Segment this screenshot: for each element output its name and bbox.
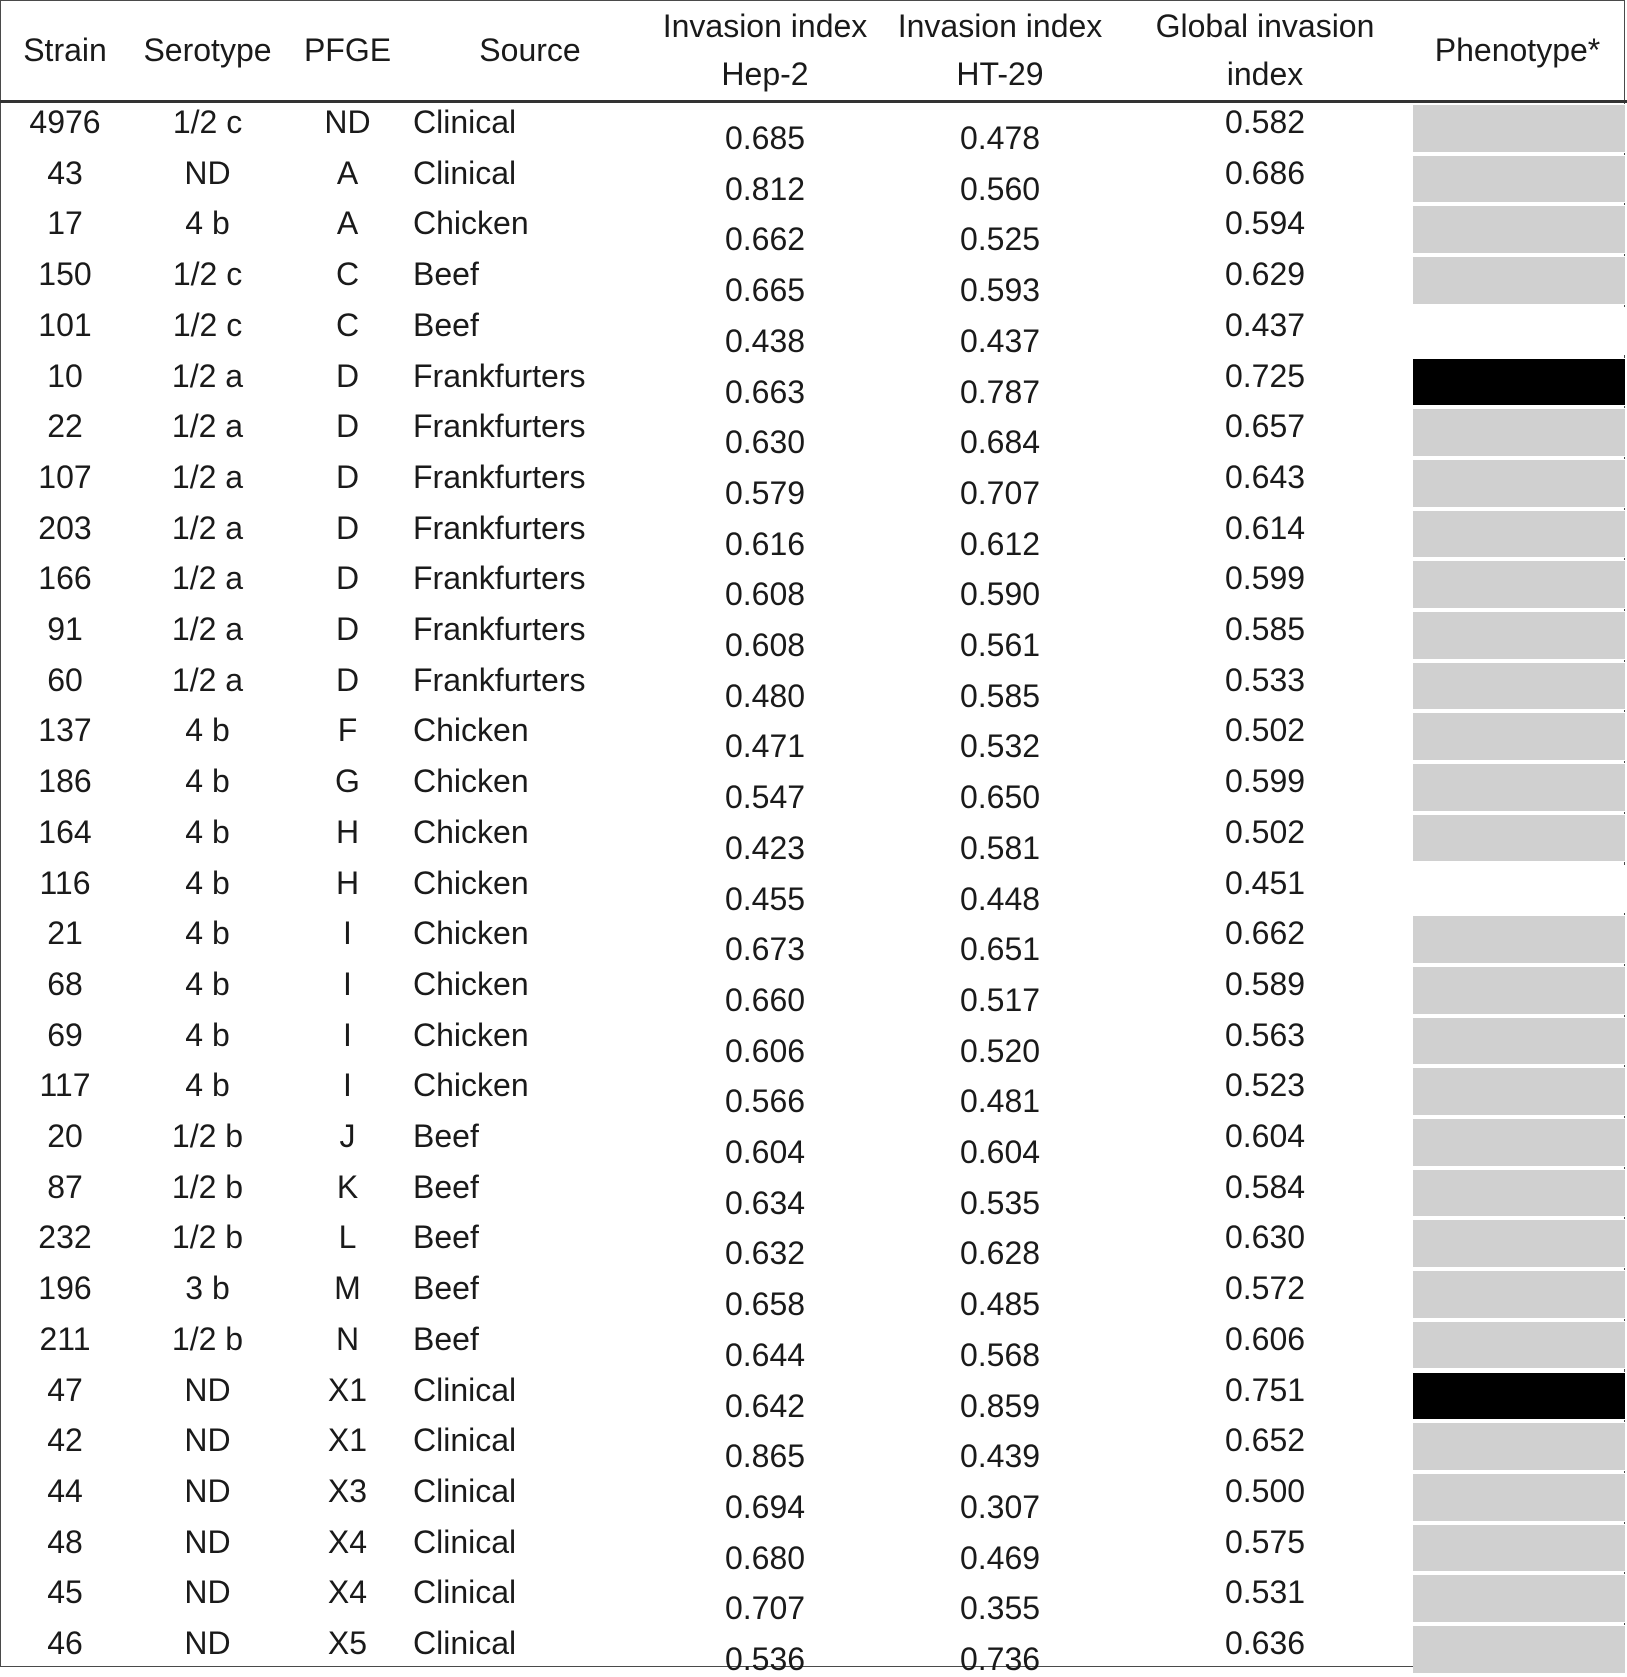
- cell-ht29: 0.568: [959, 1336, 1041, 1373]
- cell-hep2: 0.423: [724, 829, 806, 866]
- cell-global: 0.589: [1224, 965, 1306, 1002]
- cell-global: 0.725: [1224, 357, 1306, 394]
- cell-hep2: 0.662: [724, 221, 806, 258]
- cell-strain: 186: [38, 763, 92, 800]
- cell-serotype: 1/2 b: [171, 1168, 244, 1205]
- cell-strain: 196: [38, 1270, 92, 1307]
- phenotype-swatch: [1413, 560, 1625, 609]
- phenotype-swatch: [1413, 1524, 1625, 1573]
- cell-ht29: 0.448: [959, 880, 1041, 917]
- header-global-line2: index: [1226, 56, 1304, 92]
- cell-ht29: 0.593: [959, 272, 1041, 309]
- phenotype-swatch: [1413, 1169, 1625, 1218]
- phenotype-swatch: [1413, 205, 1625, 254]
- cell-pfge: I: [343, 965, 352, 1002]
- cell-strain: 4976: [29, 104, 101, 140]
- cell-source: Chicken: [413, 915, 529, 952]
- cell-serotype: 1/2 c: [172, 104, 243, 140]
- cell-hep2: 0.438: [724, 322, 806, 359]
- cell-serotype: ND: [184, 1625, 231, 1661]
- cell-strain: 164: [38, 813, 92, 850]
- phenotype-swatch: [1413, 1372, 1625, 1421]
- cell-ht29: 0.307: [959, 1488, 1041, 1525]
- cell-serotype: ND: [184, 1574, 231, 1611]
- cell-pfge: D: [335, 560, 360, 597]
- cell-strain: 203: [38, 509, 92, 546]
- phenotype-swatch: [1413, 966, 1625, 1015]
- cell-strain: 60: [47, 661, 83, 698]
- header-ht29: [885, 0, 1115, 100]
- cell-global: 0.657: [1224, 408, 1306, 445]
- cell-ht29: 0.532: [959, 728, 1041, 765]
- cell-ht29: 0.469: [959, 1539, 1041, 1576]
- cell-global: 0.604: [1224, 1118, 1306, 1154]
- cell-hep2: 0.663: [724, 373, 806, 410]
- cell-pfge: G: [335, 763, 360, 800]
- phenotype-swatch: [1413, 763, 1625, 812]
- header-hep2-line1: Invasion index: [662, 8, 868, 44]
- cell-ht29: 0.439: [959, 1438, 1041, 1475]
- cell-hep2: 0.642: [724, 1387, 806, 1424]
- cell-strain: 48: [47, 1523, 83, 1560]
- cell-pfge: X3: [327, 1472, 368, 1509]
- header-strain-label: Strain: [23, 32, 107, 68]
- cell-hep2: 0.536: [724, 1641, 806, 1677]
- cell-ht29: 0.604: [959, 1134, 1041, 1170]
- cell-source: Clinical: [413, 104, 517, 140]
- cell-source: Beef: [413, 1219, 479, 1256]
- cell-hep2: 0.547: [724, 779, 806, 816]
- phenotype-swatch: [1413, 1625, 1625, 1674]
- cell-ht29: 0.628: [959, 1235, 1041, 1272]
- cell-pfge: I: [343, 1067, 352, 1104]
- cell-pfge: N: [335, 1320, 360, 1357]
- cell-source: Frankfurters: [413, 408, 586, 445]
- cell-strain: 87: [47, 1168, 83, 1205]
- cell-serotype: 3 b: [185, 1270, 230, 1307]
- header-phenotype-label: Phenotype*: [1434, 32, 1601, 68]
- cell-pfge: D: [335, 611, 360, 647]
- header-phenotype: [1410, 0, 1625, 100]
- phenotype-swatch: [1413, 1270, 1625, 1319]
- cell-global: 0.629: [1224, 256, 1306, 293]
- cell-hep2: 0.608: [724, 576, 806, 613]
- cell-global: 0.686: [1224, 154, 1306, 191]
- cell-source: Chicken: [413, 1067, 529, 1104]
- cell-hep2: 0.455: [724, 880, 806, 917]
- cell-global: 0.599: [1224, 763, 1306, 800]
- phenotype-swatch: [1413, 1017, 1625, 1066]
- cell-pfge: D: [335, 509, 360, 546]
- cell-serotype: 1/2 a: [171, 458, 244, 495]
- cell-global: 0.500: [1224, 1472, 1306, 1509]
- cell-source: Frankfurters: [413, 357, 586, 394]
- cell-ht29: 0.736: [959, 1641, 1041, 1677]
- header-pfge-label: PFGE: [303, 32, 392, 68]
- cell-global: 0.751: [1224, 1371, 1306, 1408]
- header-ht29-line2: HT-29: [956, 56, 1044, 92]
- cell-hep2: 0.632: [724, 1235, 806, 1272]
- cell-strain: 69: [47, 1016, 83, 1053]
- cell-serotype: 4 b: [185, 813, 230, 850]
- cell-pfge: D: [335, 357, 360, 394]
- cell-global: 0.585: [1224, 611, 1306, 647]
- cell-pfge: K: [336, 1168, 359, 1205]
- cell-global: 0.502: [1224, 712, 1306, 749]
- cell-pfge: X1: [327, 1371, 368, 1408]
- cell-strain: 91: [47, 611, 83, 647]
- cell-strain: 211: [39, 1320, 91, 1357]
- cell-pfge: X4: [327, 1523, 368, 1560]
- cell-serotype: 1/2 b: [171, 1320, 244, 1357]
- cell-ht29: 0.612: [959, 525, 1041, 562]
- phenotype-swatch: [1413, 256, 1625, 305]
- cell-pfge: C: [335, 256, 360, 293]
- cell-pfge: H: [335, 864, 360, 901]
- cell-ht29: 0.478: [959, 120, 1041, 156]
- cell-pfge: X4: [327, 1574, 368, 1611]
- cell-hep2: 0.579: [724, 474, 806, 511]
- cell-strain: 42: [47, 1422, 83, 1459]
- cell-serotype: 4 b: [185, 763, 230, 800]
- phenotype-swatch: [1413, 459, 1625, 508]
- cell-pfge: I: [343, 1016, 352, 1053]
- phenotype-swatch: [1413, 1422, 1625, 1471]
- cell-hep2: 0.634: [724, 1184, 806, 1221]
- cell-serotype: 4 b: [185, 1016, 230, 1053]
- header-global-line1: Global invasion: [1155, 8, 1375, 44]
- cell-serotype: 4 b: [185, 965, 230, 1002]
- cell-pfge: J: [339, 1118, 356, 1154]
- cell-source: Frankfurters: [413, 661, 586, 698]
- cell-ht29: 0.581: [959, 829, 1041, 866]
- cell-serotype: ND: [184, 1472, 231, 1509]
- cell-hep2: 0.471: [724, 728, 806, 765]
- cell-pfge: D: [335, 661, 360, 698]
- cell-source: Chicken: [413, 1016, 529, 1053]
- cell-source: Clinical: [413, 1523, 517, 1560]
- cell-hep2: 0.673: [724, 931, 806, 968]
- phenotype-swatch: [1413, 358, 1625, 407]
- header-strain: [10, 0, 120, 100]
- header-serotype-label: Serotype: [143, 32, 272, 68]
- cell-hep2: 0.608: [724, 627, 806, 663]
- cell-ht29: 0.684: [959, 424, 1041, 461]
- cell-global: 0.594: [1224, 205, 1306, 242]
- cell-hep2: 0.658: [724, 1286, 806, 1323]
- cell-pfge: X1: [327, 1422, 368, 1459]
- cell-global: 0.572: [1224, 1270, 1306, 1307]
- cell-global: 0.451: [1224, 864, 1306, 901]
- cell-hep2: 0.707: [724, 1590, 806, 1627]
- cell-global: 0.531: [1224, 1574, 1306, 1611]
- cell-pfge: H: [335, 813, 360, 850]
- cell-pfge: A: [336, 205, 359, 242]
- cell-strain: 150: [38, 256, 92, 293]
- cell-hep2: 0.665: [724, 272, 806, 309]
- cell-global: 0.502: [1224, 813, 1306, 850]
- cell-global: 0.606: [1224, 1320, 1306, 1357]
- phenotype-swatch: [1413, 814, 1625, 863]
- cell-hep2: 0.644: [724, 1336, 806, 1373]
- cell-serotype: ND: [184, 154, 231, 191]
- cell-global: 0.582: [1224, 104, 1306, 140]
- cell-serotype: 1/2 a: [171, 509, 244, 546]
- cell-strain: 43: [47, 154, 83, 191]
- cell-hep2: 0.694: [724, 1488, 806, 1525]
- header-hep2: [650, 0, 880, 100]
- cell-ht29: 0.787: [959, 373, 1041, 410]
- phenotype-swatch: [1413, 1321, 1625, 1370]
- cell-global: 0.643: [1224, 458, 1306, 495]
- phenotype-swatch: [1413, 1219, 1625, 1268]
- cell-global: 0.630: [1224, 1219, 1306, 1256]
- cell-source: Chicken: [413, 813, 529, 850]
- cell-hep2: 0.480: [724, 677, 806, 714]
- cell-hep2: 0.685: [724, 120, 806, 156]
- cell-ht29: 0.707: [959, 474, 1041, 511]
- cell-hep2: 0.812: [724, 170, 806, 207]
- cell-source: Clinical: [413, 1371, 517, 1408]
- header-serotype: [130, 0, 285, 100]
- phenotype-swatch: [1413, 307, 1625, 356]
- cell-source: Chicken: [413, 965, 529, 1002]
- cell-serotype: 4 b: [185, 915, 230, 952]
- cell-global: 0.563: [1224, 1016, 1306, 1053]
- header-source: [410, 0, 650, 100]
- cell-hep2: 0.865: [724, 1438, 806, 1475]
- cell-serotype: 1/2 a: [171, 661, 244, 698]
- cell-hep2: 0.630: [724, 424, 806, 461]
- cell-serotype: 1/2 c: [172, 306, 243, 343]
- cell-strain: 107: [38, 458, 92, 495]
- cell-ht29: 0.650: [959, 779, 1041, 816]
- phenotype-swatch: [1413, 510, 1625, 559]
- cell-pfge: A: [336, 154, 359, 191]
- cell-pfge: I: [343, 915, 352, 952]
- cell-ht29: 0.560: [959, 170, 1041, 207]
- phenotype-swatch: [1413, 408, 1625, 457]
- cell-source: Chicken: [413, 712, 529, 749]
- cell-ht29: 0.585: [959, 677, 1041, 714]
- cell-serotype: 1/2 a: [171, 611, 244, 647]
- cell-strain: 101: [38, 306, 92, 343]
- cell-source: Beef: [413, 256, 479, 293]
- phenotype-swatch: [1413, 1118, 1625, 1167]
- cell-strain: 22: [47, 408, 83, 445]
- cell-source: Frankfurters: [413, 458, 586, 495]
- cell-global: 0.533: [1224, 661, 1306, 698]
- phenotype-swatch: [1413, 1473, 1625, 1522]
- cell-source: Frankfurters: [413, 611, 586, 647]
- cell-hep2: 0.566: [724, 1083, 806, 1120]
- cell-source: Chicken: [413, 864, 529, 901]
- cell-source: Beef: [413, 1118, 479, 1154]
- cell-ht29: 0.651: [959, 931, 1041, 968]
- cell-pfge: D: [335, 458, 360, 495]
- cell-source: Clinical: [413, 1472, 517, 1509]
- cell-pfge: ND: [324, 104, 371, 140]
- cell-serotype: 1/2 a: [171, 408, 244, 445]
- cell-source: Frankfurters: [413, 560, 586, 597]
- header-ht29-line1: Invasion index: [897, 8, 1103, 44]
- cell-strain: 166: [38, 560, 92, 597]
- phenotype-swatch: [1413, 1067, 1625, 1116]
- cell-pfge: F: [337, 712, 358, 749]
- cell-hep2: 0.616: [724, 525, 806, 562]
- cell-strain: 117: [39, 1067, 91, 1104]
- cell-global: 0.614: [1224, 509, 1306, 546]
- cell-global: 0.584: [1224, 1168, 1306, 1205]
- cell-pfge: M: [334, 1270, 361, 1307]
- cell-ht29: 0.355: [959, 1590, 1041, 1627]
- header-divider: [0, 100, 1627, 103]
- header-source-label: Source: [479, 32, 581, 68]
- cell-source: Clinical: [413, 1625, 517, 1661]
- phenotype-swatch: [1413, 865, 1625, 914]
- cell-source: Chicken: [413, 763, 529, 800]
- cell-global: 0.652: [1224, 1422, 1306, 1459]
- cell-hep2: 0.606: [724, 1032, 806, 1069]
- phenotype-swatch: [1413, 104, 1625, 153]
- phenotype-swatch: [1413, 712, 1625, 761]
- cell-source: Clinical: [413, 154, 517, 191]
- cell-strain: 45: [47, 1574, 83, 1611]
- cell-strain: 17: [47, 205, 83, 242]
- cell-pfge: L: [338, 1219, 357, 1256]
- cell-global: 0.575: [1224, 1523, 1306, 1560]
- cell-ht29: 0.517: [959, 981, 1041, 1018]
- cell-global: 0.599: [1224, 560, 1306, 597]
- cell-strain: 44: [47, 1472, 83, 1509]
- cell-strain: 116: [39, 864, 91, 901]
- cell-strain: 68: [47, 965, 83, 1002]
- phenotype-swatch: [1413, 611, 1625, 660]
- cell-serotype: 4 b: [185, 205, 230, 242]
- cell-serotype: ND: [184, 1422, 231, 1459]
- cell-ht29: 0.485: [959, 1286, 1041, 1323]
- cell-strain: 20: [47, 1118, 83, 1154]
- cell-serotype: ND: [184, 1523, 231, 1560]
- cell-ht29: 0.590: [959, 576, 1041, 613]
- cell-source: Beef: [413, 306, 479, 343]
- cell-global: 0.523: [1224, 1067, 1306, 1104]
- cell-source: Chicken: [413, 205, 529, 242]
- cell-ht29: 0.437: [959, 322, 1041, 359]
- cell-pfge: D: [335, 408, 360, 445]
- cell-source: Beef: [413, 1270, 479, 1307]
- phenotype-swatch: [1413, 915, 1625, 964]
- cell-strain: 232: [38, 1219, 92, 1256]
- cell-strain: 137: [38, 712, 92, 749]
- cell-strain: 46: [47, 1625, 83, 1661]
- header-hep2-line2: Hep-2: [721, 56, 809, 92]
- cell-source: Beef: [413, 1320, 479, 1357]
- cell-serotype: 1/2 a: [171, 357, 244, 394]
- cell-ht29: 0.520: [959, 1032, 1041, 1069]
- cell-pfge: X5: [327, 1625, 368, 1661]
- cell-hep2: 0.680: [724, 1539, 806, 1576]
- phenotype-swatch: [1413, 1574, 1625, 1623]
- cell-serotype: 1/2 b: [171, 1219, 244, 1256]
- cell-source: Beef: [413, 1168, 479, 1205]
- cell-hep2: 0.660: [724, 981, 806, 1018]
- cell-serotype: 1/2 c: [172, 256, 243, 293]
- cell-strain: 47: [47, 1371, 83, 1408]
- cell-pfge: C: [335, 306, 360, 343]
- cell-source: Frankfurters: [413, 509, 586, 546]
- cell-global: 0.636: [1224, 1625, 1306, 1661]
- cell-serotype: 4 b: [185, 1067, 230, 1104]
- phenotype-swatch: [1413, 662, 1625, 711]
- cell-ht29: 0.561: [959, 627, 1041, 663]
- cell-hep2: 0.604: [724, 1134, 806, 1170]
- cell-global: 0.662: [1224, 915, 1306, 952]
- cell-serotype: 4 b: [185, 864, 230, 901]
- cell-ht29: 0.481: [959, 1083, 1041, 1120]
- cell-ht29: 0.535: [959, 1184, 1041, 1221]
- cell-source: Clinical: [413, 1422, 517, 1459]
- cell-strain: 21: [47, 915, 83, 952]
- cell-serotype: 1/2 b: [171, 1118, 244, 1154]
- cell-serotype: ND: [184, 1371, 231, 1408]
- cell-source: Clinical: [413, 1574, 517, 1611]
- cell-ht29: 0.859: [959, 1387, 1041, 1424]
- phenotype-swatch: [1413, 155, 1625, 204]
- cell-ht29: 0.525: [959, 221, 1041, 258]
- header-global: [1135, 0, 1395, 100]
- cell-serotype: 4 b: [185, 712, 230, 749]
- header-pfge: [295, 0, 400, 100]
- cell-strain: 10: [47, 357, 83, 394]
- cell-global: 0.437: [1224, 306, 1306, 343]
- cell-serotype: 1/2 a: [171, 560, 244, 597]
